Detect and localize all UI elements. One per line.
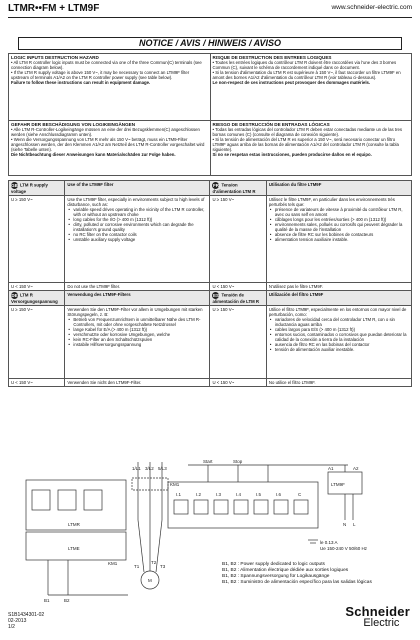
label-b2: B2 bbox=[64, 598, 70, 603]
fr-col2-header: Utilisation du filtre LTM9F bbox=[266, 181, 411, 196]
list-item: • environnements sales, pollués ou corrosifs qui peuvent dégrader la qualité de la masse de l'installation bbox=[275, 222, 409, 232]
label-l1: 1/L1 bbox=[132, 466, 141, 471]
gb-col2-header: Use of the LTM9F filter bbox=[65, 181, 210, 196]
label-l3: 5/L3 bbox=[158, 466, 167, 471]
warning-es-heading: RIESGO DE DESTRUCCIÓN DE ENTRADAS LÓGICAS bbox=[212, 122, 330, 127]
list-item: • cables largos para E/S (> 400 m (1312 ft)) bbox=[275, 327, 409, 332]
label-a2: A2 bbox=[353, 466, 359, 471]
label-ltme: LTME bbox=[68, 546, 80, 551]
de-col1-header bbox=[9, 291, 65, 306]
list-item: • dirty, polluted or corrosive environments which can degrade the installation's ground quality bbox=[73, 222, 207, 232]
gb-usage-intro: Use the LTM9F filter, especially in environments subject to high levels of disturbance, such as: bbox=[67, 197, 205, 207]
label-km1-coil: KM1 bbox=[108, 561, 118, 566]
es-col1-header bbox=[210, 291, 266, 306]
label-i2: I.2 bbox=[196, 492, 202, 497]
warning-en-body: • All LTM R controller logic inputs must be connected via one of the three Commun(C) terminals (see connection diagram below). • If the LTM R supply voltage is above 150 V~, it may be necessary to connect an LTM9F filter upstream of terminals A1/A2 on the LTM R controller power supply (see table below). bbox=[11, 60, 202, 80]
list-item: • lange Kabel für E/A (> 400 m (1312 ft)) bbox=[73, 327, 207, 332]
fr-row1-usage bbox=[266, 196, 411, 283]
warning-fr-note: Le non-respect de ces instructions peut provoquer des dommages matériels. bbox=[212, 80, 371, 85]
list-item: • entornos sucios, contaminados o corrosivos que puedan deteriorar la calidad de la conexión a tierra de la instalación bbox=[275, 332, 409, 342]
list-item: • long cables for the I/O (> 400 m (1312 ft)) bbox=[73, 217, 207, 222]
label-t2: T2 bbox=[151, 560, 157, 565]
label-t3: T3 bbox=[160, 564, 166, 569]
note-en: B1, B2 : Power supply dedicated to logic outputs bbox=[222, 562, 325, 567]
label-i1: I.1 bbox=[176, 492, 182, 497]
label-stop: Stop bbox=[233, 460, 243, 464]
page-header bbox=[8, 3, 412, 18]
footer bbox=[8, 612, 44, 630]
warning-es bbox=[210, 121, 412, 176]
fr-row1-voltage: U ≥ 150 V~ bbox=[210, 196, 266, 283]
fr-badge-icon: FR bbox=[212, 183, 219, 188]
document-date: 02-2013 bbox=[8, 618, 27, 624]
label-a1: A1 bbox=[328, 466, 334, 471]
note-fr: B1, B2 : Alimentation électrique dédiée aux sorties logiques bbox=[222, 568, 349, 573]
list-item: • Betrieb von Frequenzumrichtern in unmittelbarer Nähe des LTM R-Controllers, mit oder ohne vorgeschaltete Netzdrossel bbox=[73, 317, 207, 327]
filter-usage-table bbox=[8, 180, 412, 387]
label-km1: KM1 bbox=[170, 482, 180, 487]
fr-col1-header bbox=[210, 181, 266, 196]
label-i5: I.5 bbox=[256, 492, 262, 497]
label-n: N bbox=[343, 522, 347, 527]
document-number: S1B1434301-02 bbox=[8, 612, 45, 618]
note-de: B1, B2 : Spannungsversorgung für Logikausgänge bbox=[222, 574, 330, 579]
de-row2-usage: Verwenden Sie nicht den LTM9F-Filter. bbox=[65, 379, 210, 387]
list-item: • présence de variateurs de vitesse à proximité du contrôleur LTM R, avec ou sans self en amont bbox=[275, 207, 409, 217]
list-item: • alimentation tension auxiliaire instable. bbox=[275, 237, 409, 242]
gb-row2-voltage: U < 150 V~ bbox=[9, 283, 65, 291]
note-es: B1, B2 : Suministro de alimentación específico para las salidas lógicas bbox=[222, 580, 372, 585]
list-item: • instabile Hilfsversorgungsspannung bbox=[73, 342, 207, 347]
gb-col1-header bbox=[9, 181, 65, 196]
warning-en-heading: LOGIC INPUTS DESTRUCTION HAZARD bbox=[11, 55, 99, 60]
es-badge-icon: ES bbox=[212, 293, 219, 298]
list-item: • unstable auxiliary supply voltage bbox=[73, 237, 207, 242]
list-item: • variable speed drives operating in the vicinity of the LTM R controller, with or without an upstream choke bbox=[73, 207, 207, 217]
warning-en bbox=[9, 54, 211, 121]
warning-de-body: • Alle LTM R-Controller-Logikeingänge müssen an eine der drei Bezugsklemmen(C) angeschlossen werden (siehe Anschlussdiagramm unten). • Wenn die Versorgungsspannung von LTM R mehr als 150 V~ beträgt, muss ein LTM9-Filter angeschlossen werden, der den Klemmen A1/A2 am Netzteil des LTM R-Controller vorgeschaltet wird (siehe Tabelle unten). bbox=[11, 127, 205, 152]
de-col2-header: Verwendung des LTM9F-Filters bbox=[65, 291, 210, 306]
list-item: • câblages longs pour les entrées/sorties (> 400 m (1312 ft)) bbox=[275, 217, 409, 222]
es-row2-voltage: U < 150 V~ bbox=[210, 379, 266, 387]
gb-row1-usage bbox=[65, 196, 210, 283]
website-url[interactable]: www.schneider-electric.com bbox=[331, 4, 412, 11]
es-col1-label: Tensión de alimentación de LTM R bbox=[212, 292, 259, 304]
list-item: • absence de filtre RC sur les bobines de contacteurs bbox=[275, 232, 409, 237]
de-row2-voltage: U < 150 V~ bbox=[9, 379, 65, 387]
warning-es-body: • Todas las entradas lógicas del controlador LTM R deben estar conectadas mediante un de las tres bornas comunes (C) (consulte el diagrama de conexión siguiente). • Si la tensión de alimentación del LTM R es superior a 150 V~, será necesario conectar un filtro LTM9F aguas arriba de las bornas de alimentación A1/A2 del controlador LTM R (consulte la tabla siguiente). bbox=[212, 127, 403, 152]
de-col1-label: LTM R Versorgungsspannung bbox=[11, 292, 58, 304]
wiring-diagram bbox=[8, 460, 412, 610]
fuse-rating bbox=[320, 540, 367, 551]
warnings-table bbox=[8, 53, 412, 176]
list-item: • kein RC-Filter an den Schaltschützspulen bbox=[73, 337, 207, 342]
warning-es-note: Si no se respetan estas instrucciones, pueden producirse daños en el equipo. bbox=[212, 152, 372, 157]
gb-row1-voltage: U ≥ 150 V~ bbox=[9, 196, 65, 283]
logo-line2: Electric bbox=[363, 617, 400, 629]
gb-col1-label: LTM R supply voltage bbox=[11, 182, 48, 194]
list-item: • ausencia de filtro RC en las bobinas del contactor bbox=[275, 342, 409, 347]
document-title: LTMR••FM + LTM9F bbox=[8, 3, 100, 14]
gb-badge-icon: GB bbox=[11, 183, 18, 188]
de-row1-usage bbox=[65, 306, 210, 379]
warning-de-note: Die Nichtbeachtung dieser Anweisungen kann Materialschäden zur Folge haben. bbox=[11, 152, 176, 157]
label-start: Start bbox=[203, 460, 213, 464]
diagram-notes bbox=[222, 562, 412, 586]
warning-fr bbox=[210, 54, 412, 121]
fuse-voltage: Ue 150-240 V 50/60 Hz bbox=[320, 545, 368, 551]
de-usage-intro: Verwenden Sie den LTM9F-Filter vor allem in Umgebungen mit starken Störungspegeln, z. B: bbox=[67, 307, 203, 317]
schneider-logo bbox=[345, 604, 410, 629]
label-l2: 3/L2 bbox=[145, 466, 154, 471]
list-item: • tensión de alimentación auxiliar inestable. bbox=[275, 347, 409, 352]
label-c: C bbox=[298, 492, 302, 497]
de-badge-icon: DE bbox=[11, 293, 18, 298]
warning-de bbox=[9, 121, 211, 176]
label-ltm9f: LTM9F bbox=[331, 482, 345, 487]
es-row2-usage: No utilice el filtro LTM9F. bbox=[266, 379, 411, 387]
fr-col1-label: Tension d'alimentation LTM R bbox=[212, 182, 256, 194]
label-i3: I.3 bbox=[216, 492, 222, 497]
warning-en-note: Failure to follow these instructions can result in equipment damage. bbox=[11, 80, 151, 85]
warning-fr-body: • Toutes les entrées logiques du contrôleur LTM R doivent être raccordées via l'une des 3 bornes Commun (C), suivant le schéma de raccordement indiqué dans ce document. • Si la tension d'alimentation du LTM R est supérieure à 150 V~, il faut raccorder un filtre LTM9F en amont des bornes A1/A2 d'alimentation du contrôleur LTM R (voir tableau ci-dessous). bbox=[212, 60, 401, 80]
list-item: • verschmutzte oder korrosive Umgebungen, welche bbox=[73, 332, 207, 337]
es-usage-intro: Utilice el filtro LTM9F, especialmente en los entornos con mayor nivel de perturbación, como: bbox=[268, 307, 407, 317]
list-item: • no RC filter on the contactor coils bbox=[73, 232, 207, 237]
fr-row2-usage: N'utilisez pas le filtre LTM9F. bbox=[266, 283, 411, 291]
list-item: • variadores de velocidad cerca del controlador LTM R, con o sin inductancia aguas arriba bbox=[275, 317, 409, 327]
notice-banner: NOTICE / AVIS / HINWEIS / AVISO bbox=[18, 37, 402, 50]
gb-row2-usage: Do not use the LTM9F filter. bbox=[65, 283, 210, 291]
label-i4: I.4 bbox=[236, 492, 242, 497]
logo-line1: Schneider bbox=[345, 604, 410, 619]
warning-fr-heading: RISQUE DE DESTRUCTION DES ENTREES LOGIQUES bbox=[212, 55, 332, 60]
label-t1: T1 bbox=[134, 564, 140, 569]
label-i6: I.6 bbox=[276, 492, 282, 497]
label-l: L bbox=[353, 522, 356, 527]
label-ltmr: LTMR bbox=[68, 522, 80, 527]
es-row1-usage bbox=[266, 306, 411, 379]
es-row1-voltage: U ≥ 150 V~ bbox=[210, 306, 266, 379]
es-col2-header: Utilización del filtro LTM9F bbox=[266, 291, 411, 306]
fr-usage-intro: Utilisez le filtre LTM9F, en particulier dans les environnements très perturbés tels que: bbox=[268, 197, 395, 207]
fr-row2-voltage: U < 150 V~ bbox=[210, 283, 266, 291]
de-row1-voltage: U ≥ 150 V~ bbox=[9, 306, 65, 379]
page-number: 1/2 bbox=[8, 624, 15, 630]
fuse-current: le 0.13 A bbox=[320, 540, 338, 545]
label-motor: M bbox=[148, 578, 152, 583]
label-b1: B1 bbox=[44, 598, 50, 603]
warning-de-heading: GEFAHR DER BESCHÄDIGUNG VON LOGIKEINGÄNGEN bbox=[11, 122, 136, 127]
